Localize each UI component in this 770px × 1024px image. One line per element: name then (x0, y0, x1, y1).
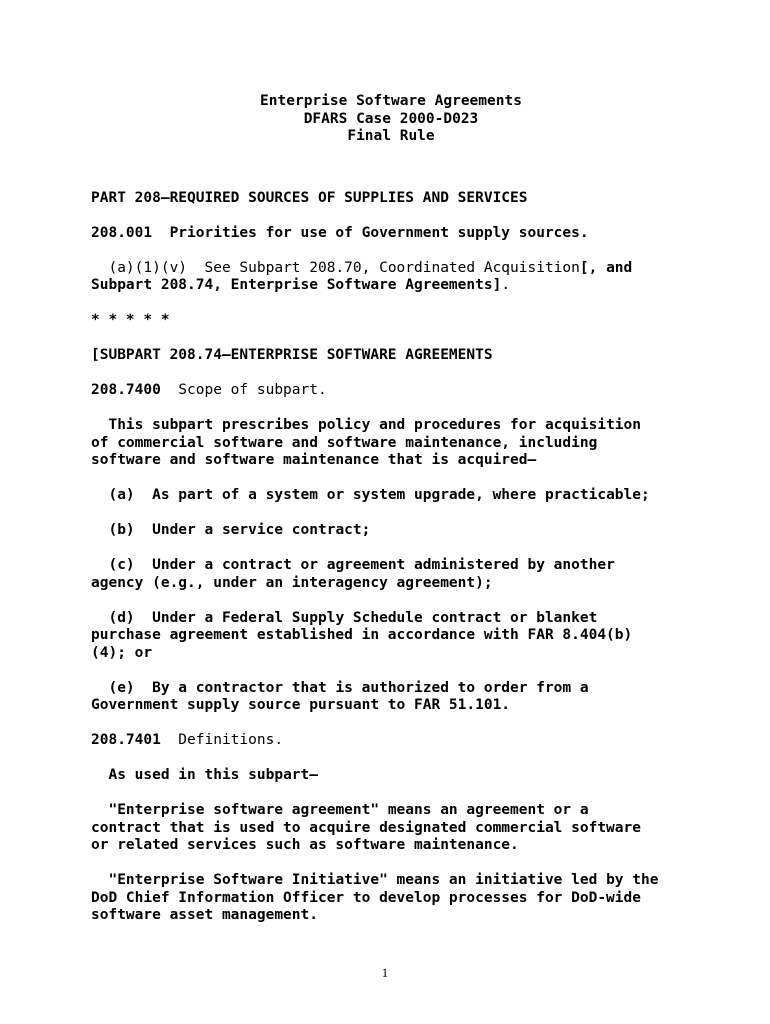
definition-enterprise-software-agreement: "Enterprise software agreement" means an agreement or a contract that is used to acquire designated commercial software or related services such as software maintenance. (91, 802, 641, 853)
document-body (91, 93, 691, 925)
section-208-7400-heading (91, 382, 691, 400)
scope-intro: This subpart prescribes policy and procedures for acquisition of commercial software and software maintenance, including software and software maintenance that is acquired— (91, 417, 641, 468)
paragraph-text: (a)(1)(v) See Subpart 208.70, Coordinated Acquisition (91, 259, 580, 276)
scope-item-b: (b) Under a service contract; (91, 522, 371, 538)
scope-item-e: (e) By a contractor that is authorized to order from a Government supply source pursuant to FAR 51.101. (91, 679, 589, 713)
section-number: 208.7400 (91, 382, 161, 398)
section-208-7401-heading (91, 732, 691, 750)
definitions-intro: As used in this subpart— (91, 767, 318, 783)
doc-case-number: DFARS Case 2000-D023 (303, 110, 479, 127)
scope-item-c: (c) Under a contract or agreement administered by another agency (e.g., under an interagency agreement); (91, 557, 615, 591)
section-208-001-paragraph (91, 260, 691, 295)
section-208-001-heading: 208.001 Priorities for use of Government supply sources. (91, 224, 589, 241)
section-title: Definitions. (160, 732, 284, 748)
section-number: 208.7401 (91, 732, 161, 748)
doc-title: Enterprise Software Agreements (260, 93, 522, 109)
inserted-text: [, and (579, 259, 633, 276)
subpart-heading: [SUBPART 208.74—ENTERPRISE SOFTWARE AGREEMENTS (91, 347, 493, 363)
inserted-text: Subpart 208.74, Enterprise Software Agreements] (91, 277, 502, 293)
omission-asterisks: * * * * * (91, 312, 170, 328)
scope-item-d: (d) Under a Federal Supply Schedule contract or blanket purchase agreement established in accordance with FAR 8.404(b) (4); or (91, 609, 633, 661)
page-number: 1 (381, 965, 389, 980)
doc-rule-type: Final Rule (347, 128, 435, 144)
definition-enterprise-software-initiative: "Enterprise Software Initiative" means an initiative led by the DoD Chief Information Officer to develop processes for DoD-wide software asset management. (91, 872, 659, 923)
paragraph-end: . (501, 277, 511, 293)
part-heading: PART 208—REQUIRED SOURCES OF SUPPLIES AND SERVICES (91, 189, 528, 206)
scope-item-a: (a) As part of a system or system upgrade, where practicable; (91, 487, 650, 503)
section-title: Scope of subpart. (160, 382, 327, 398)
